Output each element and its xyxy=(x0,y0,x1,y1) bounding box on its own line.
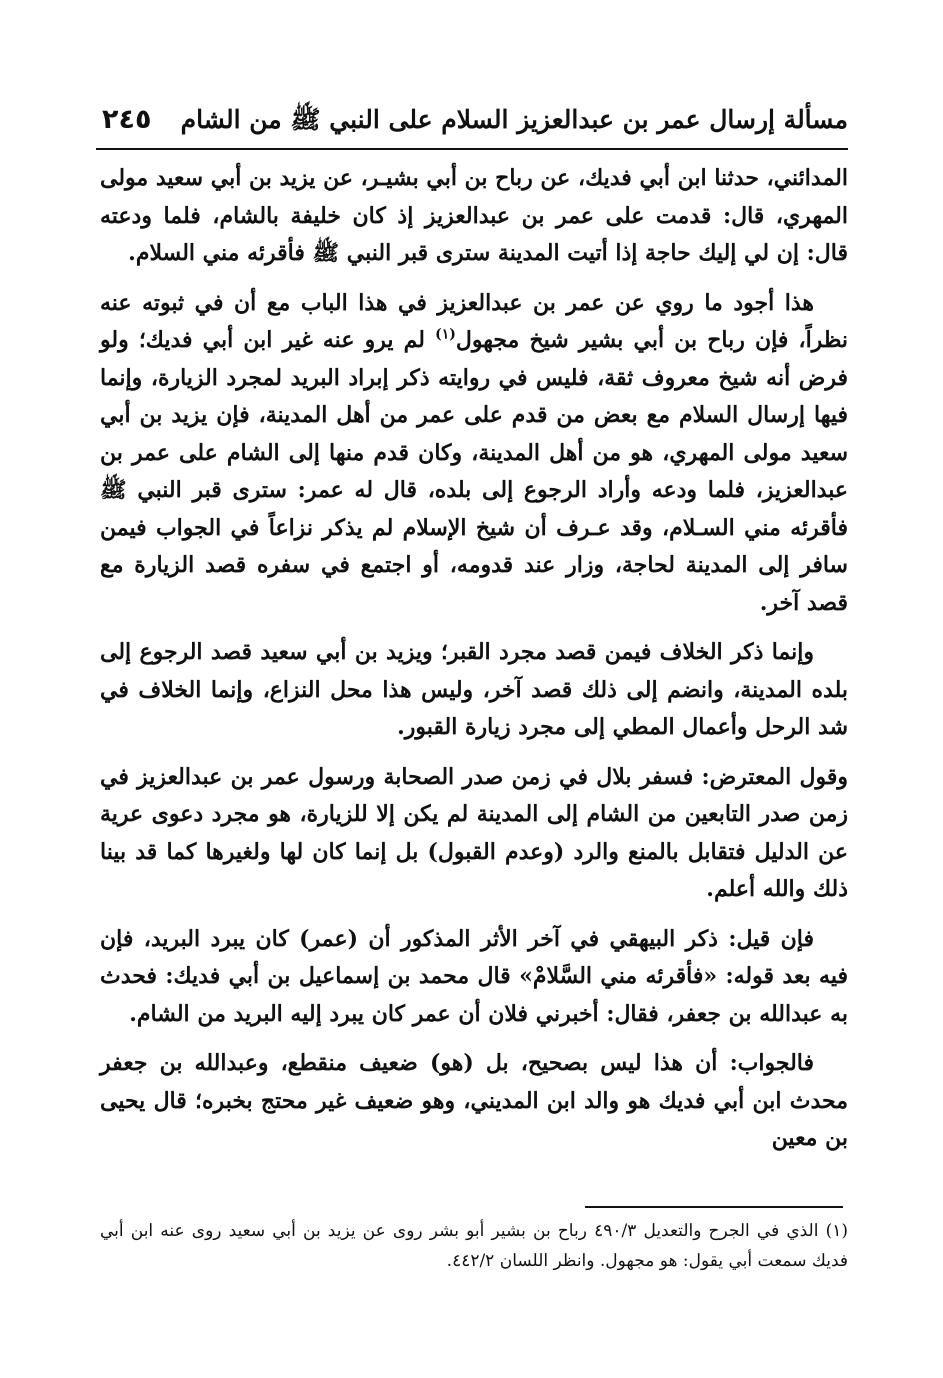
paragraph-text: لم يرو عنه غير ابن أبي فديك؛ ولو فرض أنه شيخ معروف ثقة، فليس في روايته ذكر إبراد البريد لمجرد الزيارة، وإنما فيها إرسال السلام مع بعض من قدم على عمر من أهل المدينة، فإن يزيد بن أبي سعيد مولى المهري، هو من أهل المدينة، وكان قدم منها إلى الشام على عمر بن عبدالعزيز، فلما ودعه وأراد الرجوع إلى بلده، قال له عمر: سترى قبر النبي ﷺ فأقرئه مني السـلام، وقد عـرف أن شيخ الإسلام لم يذكر نزاعاً في الجواب فيمن سافر إلى المدينة لحاجة، وزار عند قدومه، أو اجتمع في سفره قصد الزيارة مع قصد آخر. xyxy=(100,327,848,616)
paragraph-text: وإنما ذكر الخلاف فيمن قصد مجرد القبر؛ ويزيد بن أبي سعيد قصد الرجوع إلى بلده المدينة، وانضم إلى ذلك قصد آخر، وليس هذا محل النزاع، وإنما الخلاف في شد الرحل وأعمال المطي إلى مجرد زيارة القبور. xyxy=(100,639,848,740)
paragraph-3 xyxy=(100,634,848,747)
paragraph-lead: وقول المعترض: xyxy=(701,763,848,790)
paragraph-text: أن هذا ليس بصحيح، بل (هو) ضعيف منقطع، وعبدالله بن جعفر محدث ابن أبي فديك هو والد ابن المديني، وهو ضعيف غير محتج بخبره؛ قال يحيى بن معين xyxy=(100,1050,848,1151)
header-rule xyxy=(96,148,848,150)
paragraph-text: المدائني، حدثنا ابن أبي فديك، عن رباح بن أبي بشيـر، عن يزيد بن أبي سعيد مولى المهري، قال: قدمت على عمر بن عبدالعزيز إذ كان خليفة بالشام، فلما ودعته قال: إن لي إليك حاجة إذا أتيت المدينة سترى قبر النبي ﷺ فأقرئه مني السلام. xyxy=(100,165,848,266)
footnotes xyxy=(100,1216,848,1276)
paragraph-text: فسفر بلال في زمن صدر الصحابة ورسول عمر بن عبدالعزيز في زمن صدر التابعين من الشام إلى المدينة لم يكن إلا للزيارة، هو مجرد دعوى عرية عن الدليل فتقابل بالمنع والرد (وعدم القبول) بل إنما كان لها ولغيرها كما قد بينا ذلك والله أعلم. xyxy=(100,763,848,902)
page-number: ٢٤٥ xyxy=(102,104,152,135)
page-header xyxy=(96,100,848,150)
paragraph-text: فإن قيل: ذكر البيهقي في آخر الأثر المذكور أن (عمر) كان يبرد البريد، فإن فيه بعد قوله: «فأقرئه مني السَّلامْ» قال محمد بن إسماعيل بن أبي فديك: فحدث به عبدالله بن جعفر، فقال: أخبرني فلان أن عمر كان يبرد إليه البريد من الشام. xyxy=(100,925,848,1027)
footnote-reference: (١) xyxy=(435,326,456,343)
paragraph-6 xyxy=(100,1045,848,1158)
paragraph-5 xyxy=(100,921,848,1034)
paragraph-1 xyxy=(100,160,848,273)
running-title: مسألة إرسال عمر بن عبدالعزيز السلام على النبي ﷺ من الشام xyxy=(180,105,848,134)
footnote-1: (١) الذي في الجرح والتعديل ٤٩٠/٣ رباح بن بشير أبو بشر روى عن يزيد بن أبي سعيد روى عنه ابن أبي فديك سمعت أبي يقول: هو مجهول. وانظر اللسان ٤٤٢/٢. xyxy=(100,1221,848,1271)
paragraph-2 xyxy=(100,285,848,623)
paragraph-4 xyxy=(100,759,848,909)
main-text xyxy=(100,160,848,1170)
footnote-rule xyxy=(585,1206,843,1208)
paragraph-lead: فالجواب: xyxy=(729,1050,814,1076)
paragraph-text: هذا أجود ما روي عن عمر بن عبدالعزيز في هذا الباب مع أن في ثبوته عنه نظراً، فإن رباح بن أبي بشير شيخ مجهول xyxy=(100,289,848,353)
